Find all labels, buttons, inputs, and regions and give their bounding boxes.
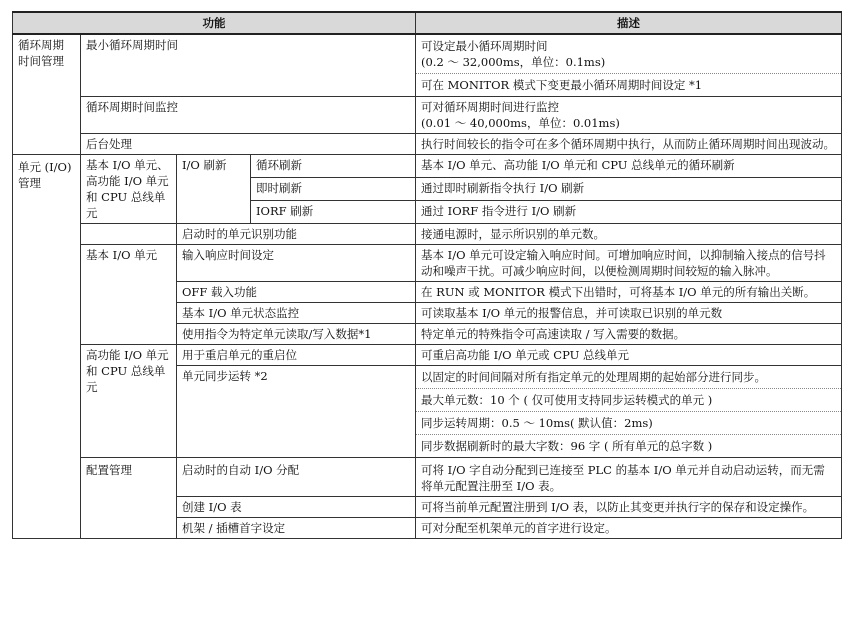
desc-line: 可在 MONITOR 模式下变更最小循环周期时间设定 *1 (416, 73, 841, 96)
table-row (13, 224, 842, 245)
row-input-response: 输入响应时间设定 (177, 245, 416, 282)
desc-cyclic-refresh: 基本 I/O 单元、高功能 I/O 单元和 CPU 总线单元的循环刷新 (416, 155, 842, 178)
desc-off-load: 在 RUN 或 MONITOR 模式下出错时，可将基本 I/O 单元的所有输出关断。 (416, 282, 842, 303)
desc-create-table: 可将当前单元配置注册到 I/O 表，以防止其变更并执行字的保存和设定操作。 (416, 497, 842, 518)
table-row (13, 34, 842, 97)
desc-background: 执行时间较长的指令可在多个循环周期中执行，从而防止循环周期时间出现波动。 (416, 134, 842, 155)
table-row (13, 97, 842, 134)
desc-input-response: 基本 I/O 单元可设定输入响应时间。可增加响应时间，以抑制输入接点的信号抖动和噪声干扰。可减少响应时间，以便检测周期时间较短的输入脉冲。 (416, 245, 842, 282)
desc-line: 可设定最小循环周期时间 (421, 39, 548, 53)
row-status-monitor: 基本 I/O 单元状态监控 (177, 303, 416, 324)
desc-iorf-refresh: 通过 IORF 指令进行 I/O 刷新 (416, 201, 842, 224)
desc-sync (416, 366, 842, 458)
table-row (13, 458, 842, 497)
cat-high-cpu: 高功能 I/O 单元和 CPU 总线单元 (81, 345, 177, 458)
row-iorf-refresh: IORF 刷新 (251, 201, 416, 224)
header-description: 描述 (416, 12, 842, 34)
desc-line: (0.2 ～ 32,000ms，单位：0.1ms) (421, 55, 606, 69)
desc-immediate-refresh: 通过即时刷新指令执行 I/O 刷新 (416, 178, 842, 201)
group-unit-management: 单元 (I/O) 管理 (13, 155, 81, 539)
table-row (13, 134, 842, 155)
table-header (13, 12, 842, 34)
row-sync: 单元同步运转 *2 (177, 366, 416, 458)
desc-line: (0.01 ～ 40,000ms，单位：0.01ms) (421, 116, 620, 130)
sub-io-refresh: I/O 刷新 (177, 155, 251, 224)
row-create-table: 创建 I/O 表 (177, 497, 416, 518)
row-instr-rw: 使用指令为特定单元读取/写入数据*1 (177, 324, 416, 345)
cat-config: 配置管理 (81, 458, 177, 539)
desc-rack-slot: 可对分配至机架单元的首字进行设定。 (416, 518, 842, 539)
desc-instr-rw: 特定单元的特殊指令可高速读取 / 写入需要的数据。 (416, 324, 842, 345)
cat-basic-io: 基本 I/O 单元 (81, 245, 177, 345)
table-row (13, 155, 842, 178)
desc-line: 同步运转周期：0.5 ～ 10ms( 默认值：2ms) (416, 411, 841, 434)
row-off-load: OFF 载入功能 (177, 282, 416, 303)
desc-line: 最大单元数：10 个 ( 仅可使用支持同步运转模式的单元 ) (416, 388, 841, 411)
row-rack-slot: 机架 / 插槽首字设定 (177, 518, 416, 539)
cat-basic-high-cpu: 基本 I/O 单元、高功能 I/O 单元和 CPU 总线单元 (81, 155, 177, 224)
header-function: 功能 (13, 12, 416, 34)
row-min-cycle-time: 最小循环周期时间 (81, 34, 416, 97)
row-immediate-refresh: 即时刷新 (251, 178, 416, 201)
desc-line: 可对循环周期时间进行监控 (421, 100, 559, 114)
table-row (13, 245, 842, 282)
row-cycle-monitor: 循环周期时间监控 (81, 97, 416, 134)
row-cyclic-refresh: 循环刷新 (251, 155, 416, 178)
row-restart-bit: 用于重启单元的重启位 (177, 345, 416, 366)
desc-restart-bit: 可重启高功能 I/O 单元或 CPU 总线单元 (416, 345, 842, 366)
desc-line: 以固定的时间间隔对所有指定单元的处理周期的起始部分进行同步。 (421, 370, 766, 384)
desc-status-monitor: 可读取基本 I/O 单元的报警信息，并可读取已识别的单元数 (416, 303, 842, 324)
desc-cycle-monitor (416, 97, 842, 134)
row-auto-alloc: 启动时的自动 I/O 分配 (177, 458, 416, 497)
function-table (12, 11, 842, 539)
table-row (13, 345, 842, 366)
row-background: 后台处理 (81, 134, 416, 155)
desc-startup-ident: 接通电源时，显示所识别的单元数。 (416, 224, 842, 245)
group-cycle-time: 循环周期时间管理 (13, 34, 81, 155)
desc-line: 同步数据刷新时的最大字数：96 字 ( 所有单元的总字数 ) (416, 434, 841, 457)
row-startup-ident: 启动时的单元识别功能 (177, 224, 416, 245)
desc-auto-alloc: 可将 I/O 字自动分配到已连接至 PLC 的基本 I/O 单元并自动启动运转，而无需将单元配置注册至 I/O 表。 (416, 458, 842, 497)
desc-min-cycle-time (416, 34, 842, 97)
